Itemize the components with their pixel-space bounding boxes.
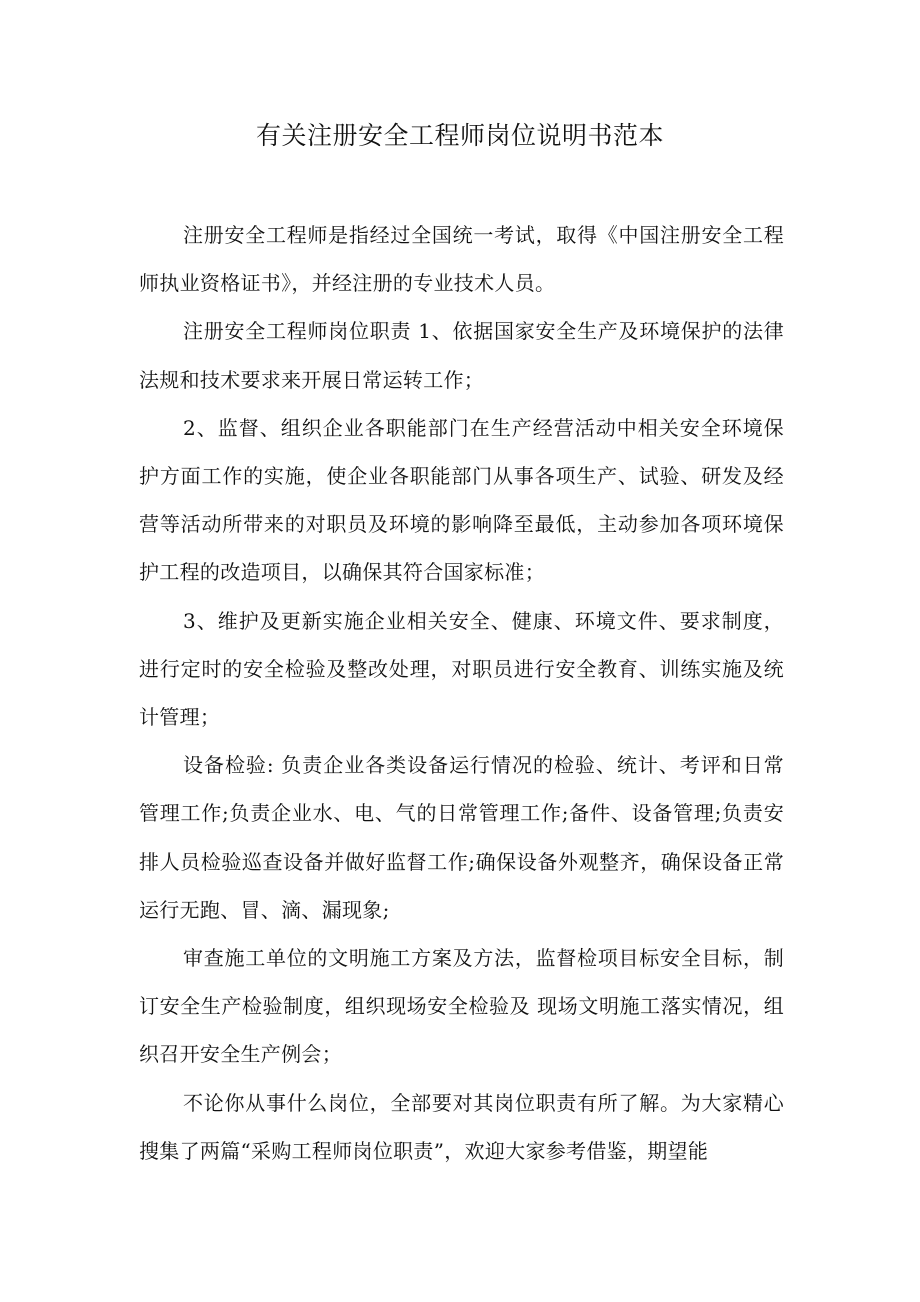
paragraph-duty-1: 注册安全工程师岗位职责 1、依据国家安全生产及环境保护的法律法规和技术要求来开展日常运转工作； — [139, 319, 784, 392]
paragraph-duty-3: 3、维护及更新实施企业相关安全、健康、环境文件、要求制度，进行定时的安全检验及整改处理，对职员进行安全教育、训练实施及统计管理； — [139, 608, 784, 730]
document-body — [139, 211, 784, 1175]
paragraph-closing: 不论你从事什么岗位，全部要对其岗位职责有所了解。为大家精心搜集了两篇“采购工程师岗位职责”，欢迎大家参考借鉴，期望能 — [139, 1090, 784, 1163]
document-title: 有关注册安全工程师岗位说明书范本 — [255, 121, 664, 150]
paragraph-definition: 注册安全工程师是指经过全国统一考试，取得《中国注册安全工程师执业资格证书》，并经注册的专业技术人员。 — [139, 223, 784, 296]
paragraph-construction-review: 审查施工单位的文明施工方案及方法，监督检项目标安全目标，制订安全生产检验制度，组织现场安全检验及 现场文明施工落实情况，组织召开安全生产例会； — [139, 946, 784, 1067]
paragraph-duty-2: 2、监督、组织企业各职能部门在生产经营活动中相关安全环境保护方面工作的实施，使企业各职能部门从事各项生产、试验、研发及经营等活动所带来的对职员及环境的影响降至最低，主动参加各项环境保护工程的改造项目，以确保其符合国家标准； — [139, 415, 784, 585]
paragraph-equipment-inspection: 设备检验: 负责企业各类设备运行情况的检验、统计、考评和日常管理工作;负责企业水、电、气的日常管理工作;备件、设备管理;负责安排人员检验巡查设备并做好监督工作;确保设备外观整齐，确保设备正常运行无跑、冒、滴、漏现象; — [139, 753, 784, 922]
